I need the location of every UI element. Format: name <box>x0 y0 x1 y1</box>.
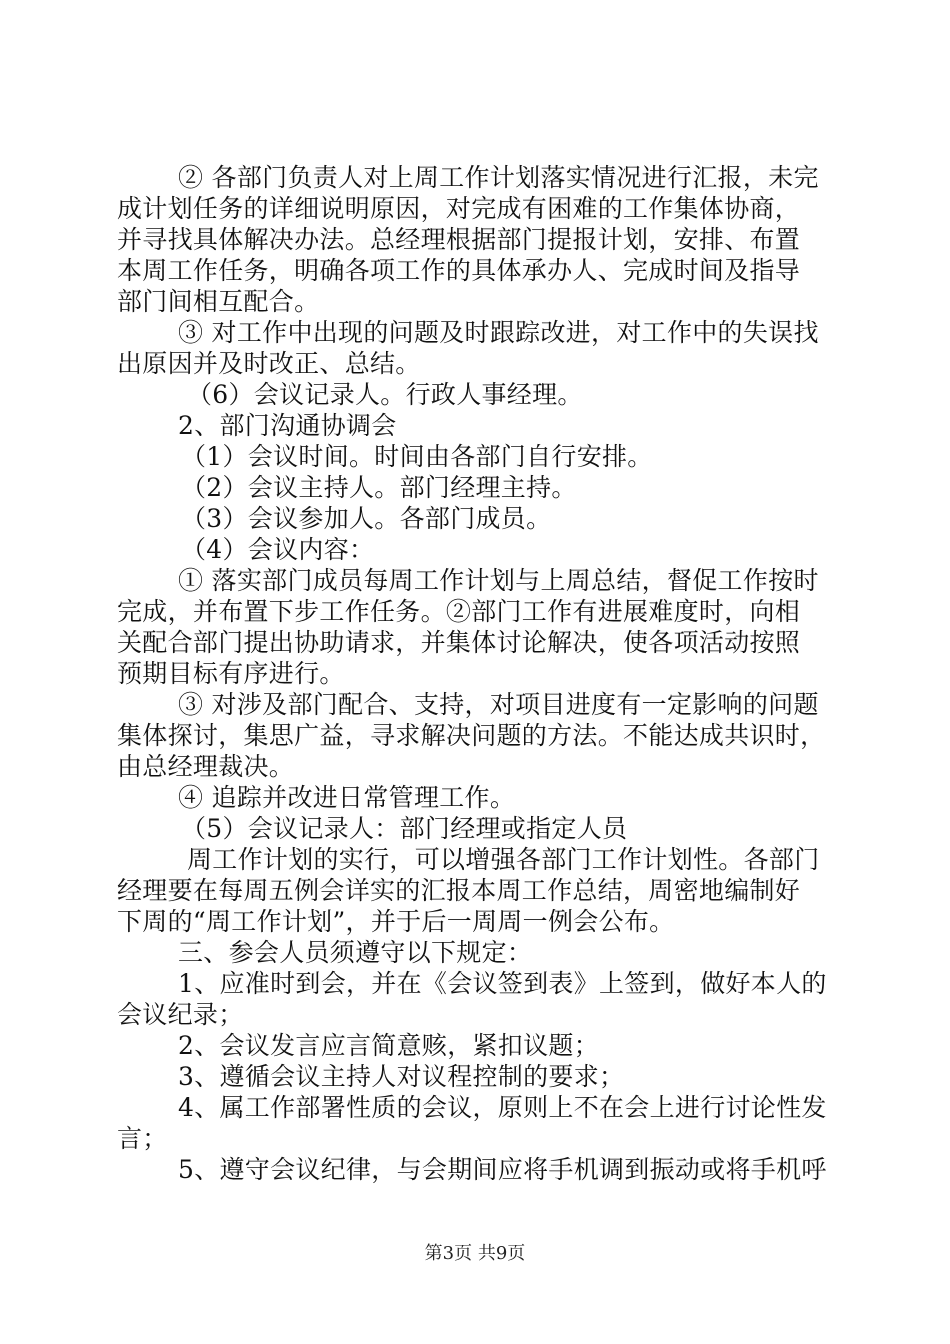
text-line: 由总经理裁决。 <box>117 752 295 781</box>
text-line: 2、部门沟通协调会 <box>178 411 397 440</box>
page-footer: 第3页 共9页 <box>424 1243 526 1264</box>
text-line: ③ 对涉及部门配合、支持，对项目进度有一定影响的问题 <box>178 690 819 719</box>
text-line: 5、遵守会议纪律，与会期间应将手机调到振动或将手机呼 <box>178 1155 827 1184</box>
text-line: 关配合部门提出协助请求，并集体讨论解决，使各项活动按照 <box>117 628 801 657</box>
text-line: 会议纪录； <box>117 1000 244 1029</box>
text-line: （1）会议时间。时间由各部门自行安排。 <box>181 442 653 471</box>
text-line: 三、参会人员须遵守以下规定： <box>178 938 533 967</box>
text-line: 下周的“周工作计划”，并于后一周周一例会公布。 <box>117 907 675 936</box>
text-line: 1、应准时到会，并在《会议签到表》上签到，做好本人的 <box>178 969 827 998</box>
text-line: 4、属工作部署性质的会议，原则上不在会上进行讨论性发 <box>178 1093 827 1122</box>
text-line: 成计划任务的详细说明原因，对完成有困难的工作集体协商， <box>117 194 801 223</box>
text-line: （4）会议内容： <box>181 535 375 564</box>
text-line: ② 各部门负责人对上周工作计划落实情况进行汇报，未完 <box>178 163 819 192</box>
text-line: ③ 对工作中出现的问题及时跟踪改进，对工作中的失误找 <box>178 318 819 347</box>
text-line: 出原因并及时改正、总结。 <box>117 349 421 378</box>
text-line: 预期目标有序进行。 <box>117 659 345 688</box>
text-line: （6）会议记录人。行政人事经理。 <box>187 380 583 409</box>
text-line: 并寻找具体解决办法。总经理根据部门提报计划，安排、布置 <box>117 225 801 254</box>
text-line: 本周工作任务，明确各项工作的具体承办人、完成时间及指导 <box>117 256 801 285</box>
document-body <box>117 162 833 1185</box>
text-line: 部门间相互配合。 <box>117 287 320 316</box>
text-line: ④ 追踪并改进日常管理工作。 <box>178 783 516 812</box>
text-line: ① 落实部门成员每周工作计划与上周总结，督促工作按时 <box>178 566 819 595</box>
text-line: 经理要在每周五例会详实的汇报本周工作总结，周密地编制好 <box>117 876 801 905</box>
text-line: 言； <box>117 1124 168 1153</box>
text-line: （3）会议参加人。各部门成员。 <box>181 504 552 533</box>
text-line: 周工作计划的实行，可以增强各部门工作计划性。各部门 <box>187 845 820 874</box>
text-line: （2）会议主持人。部门经理主持。 <box>181 473 577 502</box>
text-line: 3、遵循会议主持人对议程控制的要求； <box>178 1062 625 1091</box>
text-line: 完成，并布置下步工作任务。②部门工作有进展难度时，向相 <box>117 597 801 626</box>
text-line: 2、会议发言应言简意赅，紧扣议题； <box>178 1031 600 1060</box>
text-line: 集体探讨，集思广益，寻求解决问题的方法。不能达成共识时， <box>117 721 826 750</box>
text-line: （5）会议记录人：部门经理或指定人员 <box>181 814 628 843</box>
